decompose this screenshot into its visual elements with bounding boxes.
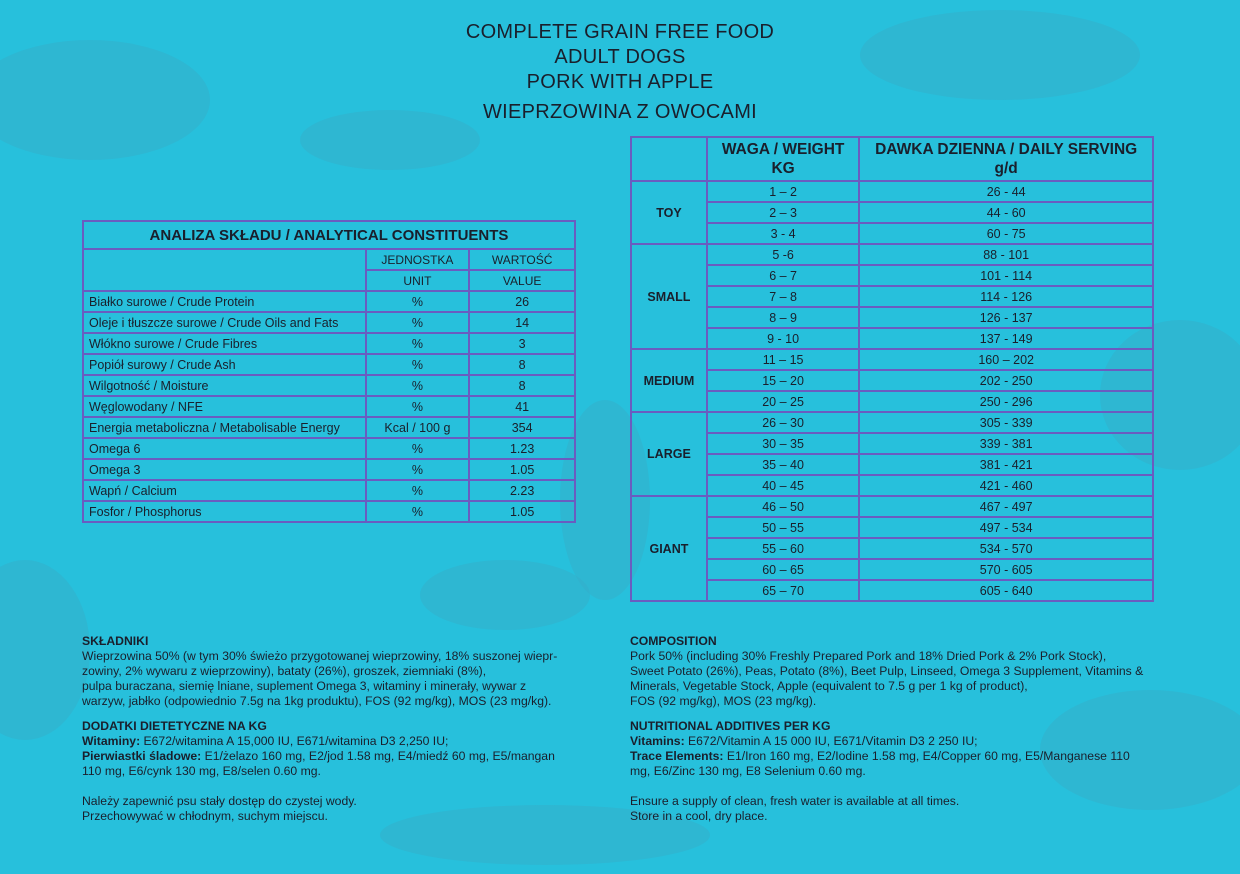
value-header-en: VALUE [469, 270, 575, 291]
polish-text-column [82, 634, 602, 824]
serving-header-line-2: g/d [994, 160, 1018, 177]
vitamins-label-en: Vitamins: [630, 734, 685, 748]
analysis-blank-header [83, 249, 366, 291]
composition-text [630, 649, 1190, 709]
trace-text-en-2: mg, E6/Zinc 130 mg, E8 Selenium 0.60 mg. [630, 764, 866, 778]
constituent-name: Białko surowe / Crude Protein [83, 291, 366, 312]
constituent-unit: % [366, 501, 470, 522]
table-row [631, 307, 1153, 328]
table-row [631, 181, 1153, 202]
size-group-label: SMALL [631, 244, 707, 349]
value-header-pl: WARTOŚĆ [469, 249, 575, 270]
daily-serving: 339 - 381 [859, 433, 1153, 454]
daily-serving: 114 - 126 [859, 286, 1153, 307]
constituent-name: Węglowodany / NFE [83, 396, 366, 417]
weight-range: 15 – 20 [707, 370, 859, 391]
weight-range: 40 – 45 [707, 475, 859, 496]
vitamins-en [630, 734, 1190, 749]
daily-serving: 44 - 60 [859, 202, 1153, 223]
additives-heading-en: NUTRITIONAL ADDITIVES PER KG [630, 719, 831, 733]
weight-range: 6 – 7 [707, 265, 859, 286]
daily-serving: 101 - 114 [859, 265, 1153, 286]
table-row [83, 438, 575, 459]
text-line: Wieprzowina 50% (w tym 30% świeżo przygotowanej wieprzowiny, 18% suszonej wiepr- [82, 649, 558, 663]
daily-serving: 126 - 137 [859, 307, 1153, 328]
weight-range: 2 – 3 [707, 202, 859, 223]
constituent-unit: % [366, 354, 470, 375]
serving-header-line-1: DAWKA DZIENNA / DAILY SERVING [875, 141, 1138, 158]
title-line-3: PORK WITH APPLE [526, 71, 714, 93]
trace-text-en: E1/Iron 160 mg, E2/Iodine 1.58 mg, E4/Copper 60 mg, E5/Manganese 110 [723, 749, 1130, 763]
constituent-name: Wilgotność / Moisture [83, 375, 366, 396]
constituent-name: Oleje i tłuszcze surowe / Crude Oils and Fats [83, 312, 366, 333]
text-line: Pork 50% (including 30% Freshly Prepared Pork and 18% Dried Pork & 2% Pork Stock), [630, 649, 1107, 663]
unit-header-pl: JEDNOSTKA [366, 249, 470, 270]
table-row [83, 459, 575, 480]
daily-serving: 605 - 640 [859, 580, 1153, 601]
table-row [83, 333, 575, 354]
weight-header [707, 137, 859, 181]
size-group-label: MEDIUM [631, 349, 707, 412]
constituent-unit: % [366, 333, 470, 354]
table-row [631, 349, 1153, 370]
text-line: Minerals, Vegetable Stock, Apple (equivalent to 7.5 g per 1 kg of product), [630, 679, 1028, 693]
weight-range: 65 – 70 [707, 580, 859, 601]
daily-serving: 88 - 101 [859, 244, 1153, 265]
title-line-4: WIEPRZOWINA Z OWOCAMI [482, 101, 758, 123]
text-line: pulpa buraczana, siemię lniane, suplement Omega 3, witaminy i minerały, wywar z [82, 679, 527, 693]
table-row [631, 496, 1153, 517]
trace-text-pl: E1/żelazo 160 mg, E2/jod 1.58 mg, E4/miedź 60 mg, E5/mangan [201, 749, 555, 763]
constituent-value: 1.05 [469, 501, 575, 522]
constituent-name: Włókno surowe / Crude Fibres [83, 333, 366, 354]
constituent-name: Popiół surowy / Crude Ash [83, 354, 366, 375]
feeding-blank-header [631, 137, 707, 181]
table-row [631, 559, 1153, 580]
weight-range: 5 -6 [707, 244, 859, 265]
ingredients-heading: SKŁADNIKI [82, 634, 149, 648]
size-group-label: TOY [631, 181, 707, 244]
table-row [631, 370, 1153, 391]
feeding-rows [631, 181, 1153, 601]
title-block [0, 20, 1240, 125]
additives-heading-pl: DODATKI DIETETYCZNE NA KG [82, 719, 267, 733]
daily-serving: 497 - 534 [859, 517, 1153, 538]
constituent-value: 8 [469, 354, 575, 375]
constituent-unit: Kcal / 100 g [366, 417, 470, 438]
trace-text-pl-2: 110 mg, E6/cynk 130 mg, E8/selen 0.60 mg. [82, 764, 321, 778]
vitamins-text-en: E672/Vitamin A 15 000 IU, E671/Vitamin D3 2 250 IU; [684, 734, 978, 748]
table-row [631, 538, 1153, 559]
daily-serving: 250 - 296 [859, 391, 1153, 412]
weight-range: 35 – 40 [707, 454, 859, 475]
table-row [631, 454, 1153, 475]
constituent-unit: % [366, 312, 470, 333]
daily-serving: 60 - 75 [859, 223, 1153, 244]
table-row [631, 223, 1153, 244]
table-row [83, 375, 575, 396]
constituent-unit: % [366, 291, 470, 312]
table-row [83, 501, 575, 522]
text-line: zowiny, 2% wywaru z wieprzowiny), bataty (26%), groszek, ziemniaki (8%), [82, 664, 487, 678]
constituent-value: 354 [469, 417, 575, 438]
table-row [631, 244, 1153, 265]
constituent-unit: % [366, 438, 470, 459]
weight-range: 60 – 65 [707, 559, 859, 580]
constituent-value: 8 [469, 375, 575, 396]
table-row [83, 396, 575, 417]
weight-range: 3 - 4 [707, 223, 859, 244]
constituent-unit: % [366, 375, 470, 396]
constituent-unit: % [366, 396, 470, 417]
daily-serving: 381 - 421 [859, 454, 1153, 475]
daily-serving: 305 - 339 [859, 412, 1153, 433]
table-row [83, 480, 575, 501]
table-row [631, 412, 1153, 433]
constituent-value: 14 [469, 312, 575, 333]
constituent-value: 26 [469, 291, 575, 312]
weight-header-line-2: KG [771, 160, 795, 177]
title-line-2: ADULT DOGS [554, 46, 686, 68]
analysis-heading: ANALIZA SKŁADU / ANALYTICAL CONSTITUENTS [83, 221, 575, 249]
constituent-name: Omega 3 [83, 459, 366, 480]
vitamins-label-pl: Witaminy: [82, 734, 141, 748]
text-line: Sweet Potato (26%), Peas, Potato (8%), Beet Pulp, Linseed, Omega 3 Supplement, Vitamins & [630, 664, 1144, 678]
weight-range: 1 – 2 [707, 181, 859, 202]
constituent-value: 3 [469, 333, 575, 354]
constituent-name: Energia metaboliczna / Metabolisable Energy [83, 417, 366, 438]
weight-range: 9 - 10 [707, 328, 859, 349]
table-row [631, 517, 1153, 538]
daily-serving: 570 - 605 [859, 559, 1153, 580]
size-group-label: LARGE [631, 412, 707, 496]
daily-serving: 160 – 202 [859, 349, 1153, 370]
daily-serving-table [630, 136, 1154, 602]
table-row [631, 328, 1153, 349]
constituent-unit: % [366, 480, 470, 501]
text-line: FOS (92 mg/kg), MOS (23 mg/kg). [630, 694, 817, 708]
constituent-value: 1.05 [469, 459, 575, 480]
analysis-rows [83, 291, 575, 522]
unit-header-en: UNIT [366, 270, 470, 291]
table-row [83, 354, 575, 375]
vitamins-text-pl: E672/witamina A 15,000 IU, E671/witamina D3 2,250 IU; [140, 734, 449, 748]
weight-range: 30 – 35 [707, 433, 859, 454]
weight-range: 20 – 25 [707, 391, 859, 412]
storage-note-en: Store in a cool, dry place. [630, 809, 768, 823]
weight-range: 50 – 55 [707, 517, 859, 538]
weight-range: 46 – 50 [707, 496, 859, 517]
daily-serving: 137 - 149 [859, 328, 1153, 349]
table-row [631, 202, 1153, 223]
trace-label-en: Trace Elements: [630, 749, 724, 763]
weight-range: 7 – 8 [707, 286, 859, 307]
table-row [631, 286, 1153, 307]
table-row [631, 475, 1153, 496]
daily-serving: 467 - 497 [859, 496, 1153, 517]
composition-heading: COMPOSITION [630, 634, 717, 648]
serving-header [859, 137, 1153, 181]
water-note-pl: Należy zapewnić psu stały dostęp do czystej wody. [82, 794, 357, 808]
weight-range: 55 – 60 [707, 538, 859, 559]
trace-pl [82, 749, 602, 764]
storage-note-pl: Przechowywać w chłodnym, suchym miejscu. [82, 809, 328, 823]
table-row [83, 291, 575, 312]
constituent-name: Fosfor / Phosphorus [83, 501, 366, 522]
constituent-value: 41 [469, 396, 575, 417]
weight-header-line-1: WAGA / WEIGHT [721, 141, 845, 158]
daily-serving: 26 - 44 [859, 181, 1153, 202]
analytical-constituents-table [82, 220, 576, 523]
title-line-1: COMPLETE GRAIN FREE FOOD [465, 21, 775, 43]
trace-label-pl: Pierwiastki śladowe: [82, 749, 202, 763]
constituent-name: Omega 6 [83, 438, 366, 459]
vitamins-pl [82, 734, 602, 749]
size-group-label: GIANT [631, 496, 707, 601]
constituent-unit: % [366, 459, 470, 480]
text-line: warzyw, jabłko (odpowiednio 7.5g na 1kg produktu), FOS (92 mg/kg), MOS (23 mg/kg). [82, 694, 552, 708]
weight-range: 8 – 9 [707, 307, 859, 328]
ingredients-text [82, 649, 602, 709]
daily-serving: 534 - 570 [859, 538, 1153, 559]
table-row [631, 580, 1153, 601]
weight-range: 26 – 30 [707, 412, 859, 433]
daily-serving: 202 - 250 [859, 370, 1153, 391]
table-row [631, 391, 1153, 412]
english-text-column [630, 634, 1190, 824]
table-row [83, 417, 575, 438]
constituent-value: 1.23 [469, 438, 575, 459]
table-row [631, 265, 1153, 286]
daily-serving: 421 - 460 [859, 475, 1153, 496]
weight-range: 11 – 15 [707, 349, 859, 370]
constituent-name: Wapń / Calcium [83, 480, 366, 501]
table-row [631, 433, 1153, 454]
trace-en [630, 749, 1190, 764]
water-note-en: Ensure a supply of clean, fresh water is available at all times. [630, 794, 960, 808]
table-row [83, 312, 575, 333]
constituent-value: 2.23 [469, 480, 575, 501]
